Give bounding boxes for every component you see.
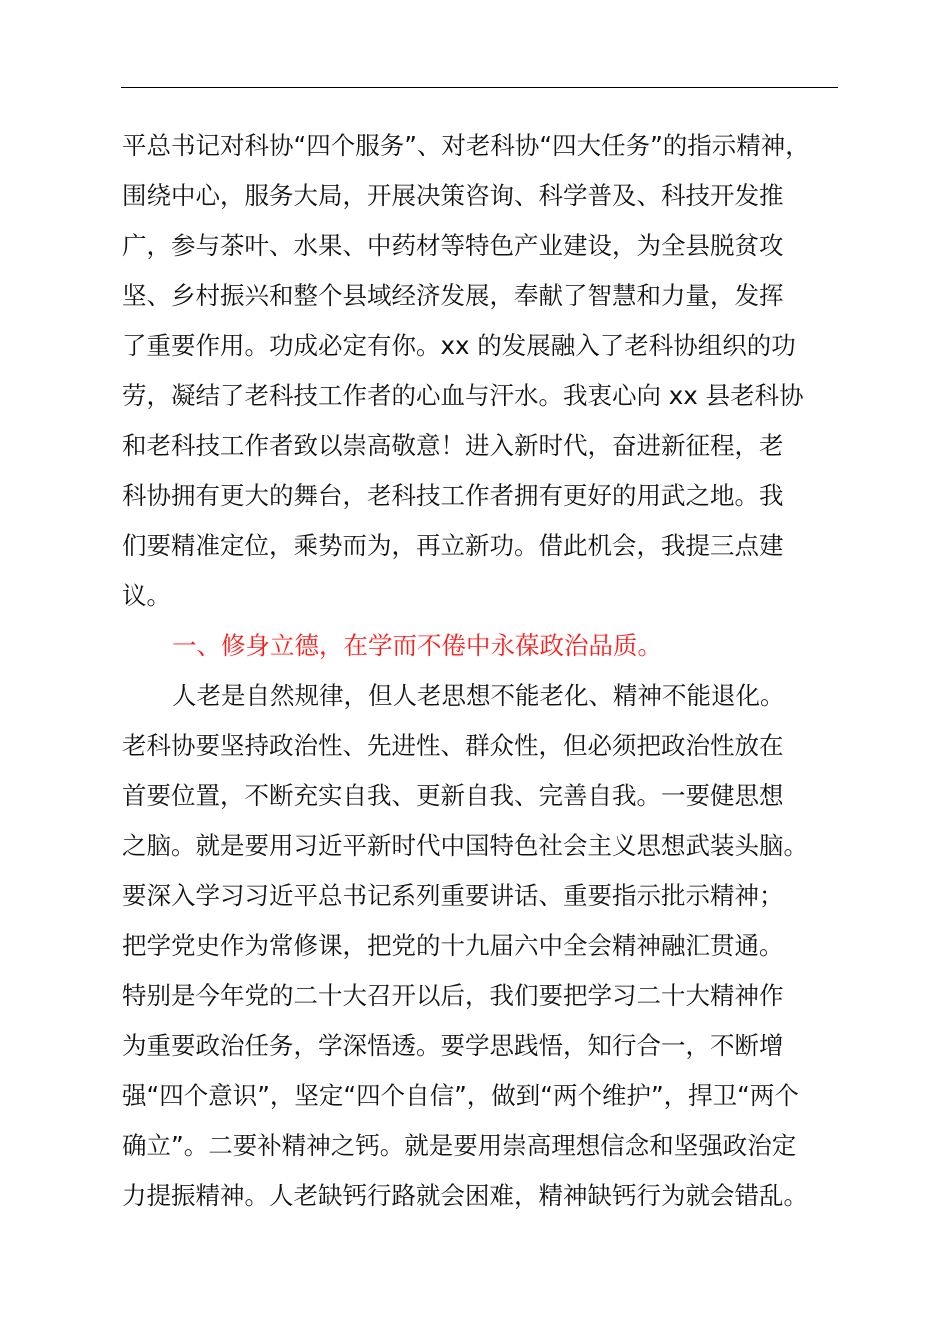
paragraph-line: 平总书记对科协“四个服务”、对老科协“四大任务”的指示精神，: [122, 131, 810, 160]
paragraph-line: 们要精准定位，乘势而为，再立新功。借此机会，我提三点建: [122, 531, 784, 560]
paragraph-line: 力提振精神。人老缺钙行路就会困难，精神缺钙行为就会错乱。: [122, 1181, 808, 1210]
paragraph-line: 人老是自然规律，但人老思想不能老化、精神不能退化。: [172, 681, 785, 710]
paragraph-line: 首要位置，不断充实自我、更新自我、完善自我。一要健思想: [122, 781, 784, 810]
paragraph-line: 强“四个意识”，坚定“四个自信”，做到“两个维护”，捍卫“两个: [122, 1081, 799, 1110]
paragraph-line: 和老科技工作者致以崇高敬意！进入新时代，奋进新征程，老: [122, 431, 784, 460]
header-rule: [121, 87, 838, 88]
paragraph-line: 确立”。二要补精神之钙。就是要用崇高理想信念和坚强政治定: [122, 1131, 797, 1160]
paragraph-line: 坚、乡村振兴和整个县域经济发展，奉献了智慧和力量，发挥: [122, 281, 784, 310]
paragraph-line: 为重要政治任务，学深悟透。要学思践悟，知行合一，不断增: [122, 1031, 784, 1060]
paragraph-line: 广，参与茶叶、水果、中药材等特色产业建设，为全县脱贫攻: [122, 231, 784, 260]
paragraph-line: 要深入学习习近平总书记系列重要讲话、重要指示批示精神；: [122, 881, 784, 910]
paragraph-line: 围绕中心，服务大局，开展决策咨询、科学普及、科技开发推: [122, 181, 784, 210]
paragraph-line: 特别是今年党的二十大召开以后，我们要把学习二十大精神作: [122, 981, 784, 1010]
paragraph-line: 了重要作用。功成必定有你。xx 的发展融入了老科协组织的功: [122, 331, 796, 360]
paragraph-line: 之脑。就是要用习近平新时代中国特色社会主义思想武装头脑。: [122, 831, 808, 860]
section-heading: 一、修身立德，在学而不倦中永葆政治品质。: [172, 631, 662, 660]
paragraph-line: 老科协要坚持政治性、先进性、群众性，但必须把政治性放在: [122, 731, 784, 760]
paragraph-line: 科协拥有更大的舞台，老科技工作者拥有更好的用武之地。我: [122, 481, 784, 510]
paragraph-line: 议。: [122, 581, 171, 610]
paragraph-line: 劳，凝结了老科技工作者的心血与汗水。我衷心向 xx 县老科协: [122, 381, 804, 410]
paragraph-line: 把学党史作为常修课，把党的十九届六中全会精神融汇贯通。: [122, 931, 784, 960]
